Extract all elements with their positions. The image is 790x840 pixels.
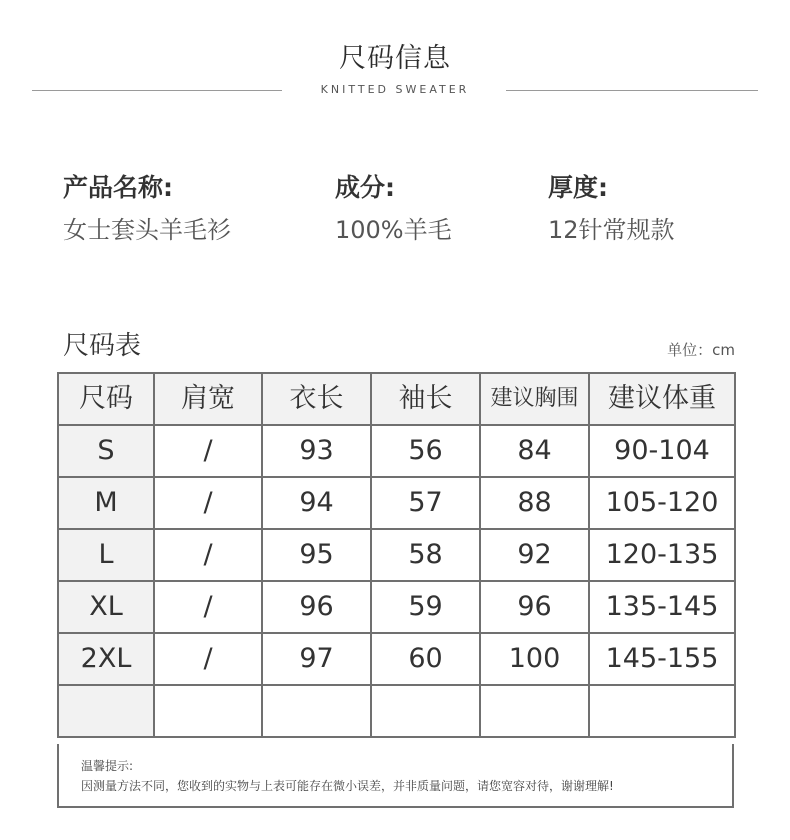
material-label: 成分: xyxy=(335,173,395,202)
cell-sleeve: 56 xyxy=(371,425,480,477)
thickness-label: 厚度: xyxy=(548,173,608,202)
header-cell-shoulder: 肩宽 xyxy=(154,373,262,425)
product-name-value: 女士套头羊毛衫 xyxy=(63,216,231,244)
header-cell-weight: 建议体重 xyxy=(589,373,735,425)
table-row xyxy=(58,477,735,529)
header-cell-chest: 建议胸围 xyxy=(480,373,589,425)
cell-weight: 145-155 xyxy=(589,633,735,685)
header-cell-sleeve: 袖长 xyxy=(371,373,480,425)
table-row xyxy=(58,633,735,685)
size-chart-title: 尺码表 xyxy=(63,331,142,361)
cell-length: 94 xyxy=(262,477,371,529)
cell-shoulder: / xyxy=(154,529,262,581)
cell-shoulder: / xyxy=(154,425,262,477)
cell-shoulder: / xyxy=(154,633,262,685)
cell-length: 96 xyxy=(262,581,371,633)
cell-weight: 105-120 xyxy=(589,477,735,529)
divider-left xyxy=(32,90,282,91)
cell-shoulder xyxy=(154,685,262,737)
table-row xyxy=(58,581,735,633)
cell-sleeve: 59 xyxy=(371,581,480,633)
cell-length: 97 xyxy=(262,633,371,685)
subtitle-row xyxy=(32,82,758,98)
size-table xyxy=(57,372,736,738)
cell-chest: 100 xyxy=(480,633,589,685)
cell-sleeve: 57 xyxy=(371,477,480,529)
cell-weight: 120-135 xyxy=(589,529,735,581)
product-name-label: 产品名称: xyxy=(63,173,173,202)
cell-length xyxy=(262,685,371,737)
cell-size: L xyxy=(58,529,154,581)
table-row xyxy=(58,425,735,477)
cell-chest: 84 xyxy=(480,425,589,477)
note-box xyxy=(57,744,734,808)
header-cell-length: 衣长 xyxy=(262,373,371,425)
cell-size: M xyxy=(58,477,154,529)
thickness-value: 12针常规款 xyxy=(548,216,675,244)
cell-size: 2XL xyxy=(58,633,154,685)
header-cell-size: 尺码 xyxy=(58,373,154,425)
table-row-empty xyxy=(58,685,735,737)
cell-chest: 92 xyxy=(480,529,589,581)
cell-size: XL xyxy=(58,581,154,633)
cell-sleeve: 58 xyxy=(371,529,480,581)
cell-weight: 135-145 xyxy=(589,581,735,633)
cell-chest xyxy=(480,685,589,737)
cell-weight xyxy=(589,685,735,737)
page-subtitle: KNITTED SWEATER xyxy=(320,83,470,96)
unit-label: 单位：cm xyxy=(667,341,735,359)
cell-length: 93 xyxy=(262,425,371,477)
cell-weight: 90-104 xyxy=(589,425,735,477)
cell-size: S xyxy=(58,425,154,477)
cell-chest: 96 xyxy=(480,581,589,633)
cell-length: 95 xyxy=(262,529,371,581)
note-text: 因测量方法不同，您收到的实物与上表可能存在微小误差，并非质量问题，请您宽容对待，谢谢理解! xyxy=(81,779,614,793)
cell-shoulder: / xyxy=(154,581,262,633)
material-value: 100%羊毛 xyxy=(335,216,452,244)
material-block xyxy=(335,172,452,246)
product-name-block xyxy=(63,172,231,246)
cell-size xyxy=(58,685,154,737)
cell-shoulder: / xyxy=(154,477,262,529)
cell-chest: 88 xyxy=(480,477,589,529)
note-label: 温馨提示: xyxy=(81,759,134,773)
cell-sleeve: 60 xyxy=(371,633,480,685)
table-row xyxy=(58,529,735,581)
divider-right xyxy=(506,90,758,91)
thickness-block xyxy=(548,172,675,246)
cell-sleeve xyxy=(371,685,480,737)
table-header-row xyxy=(58,373,735,425)
page-title: 尺码信息 xyxy=(339,43,451,74)
